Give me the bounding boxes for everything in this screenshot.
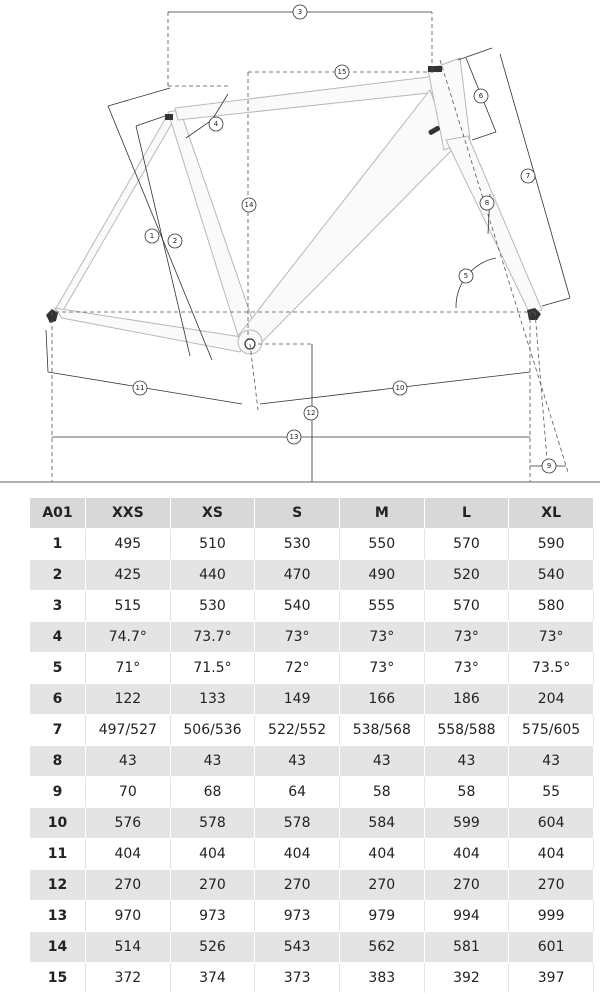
table-cell: 584 [339,808,424,839]
row-id: 10 [30,808,86,839]
table-row [30,932,594,963]
table-cell: 43 [424,746,509,777]
table-cell: 599 [424,808,509,839]
frame-drawing [0,0,600,488]
table-cell: 55 [509,777,594,808]
row-id: 3 [30,591,86,622]
svg-text:8: 8 [484,199,490,207]
table-cell: 404 [170,839,255,870]
svg-text:14: 14 [244,201,254,209]
callout-6 [474,89,488,103]
callout-8 [480,196,494,210]
table-cell: 590 [509,529,594,560]
table-cell: 570 [424,529,509,560]
row-id: 2 [30,560,86,591]
table-row [30,560,594,591]
table-row [30,591,594,622]
table-cell: 578 [255,808,340,839]
row-id: 4 [30,622,86,653]
table-cell: 530 [255,529,340,560]
table-cell: 979 [339,901,424,932]
table-cell: 58 [424,777,509,808]
table-cell: 570 [424,591,509,622]
table-cell: 133 [170,684,255,715]
callout-2 [168,234,182,248]
svg-text:12: 12 [306,409,316,417]
geometry-table [30,498,594,994]
svg-text:5: 5 [463,272,469,280]
table-cell: 73° [424,622,509,653]
table-cell: 372 [86,963,171,994]
table-cell: 580 [509,591,594,622]
table-row [30,808,594,839]
row-id: 6 [30,684,86,715]
frame-geometry-diagram [0,0,600,488]
table-cell: 204 [509,684,594,715]
row-id: 8 [30,746,86,777]
table-cell: 73° [339,622,424,653]
table-cell: 404 [339,839,424,870]
svg-text:2: 2 [172,237,178,245]
row-id: 7 [30,715,86,746]
row-id: 5 [30,653,86,684]
table-cell: 64 [255,777,340,808]
table-cell: 43 [509,746,594,777]
callout-3 [293,5,307,19]
svg-text:4: 4 [213,120,219,128]
callout-11 [133,381,147,395]
table-row [30,715,594,746]
svg-text:3: 3 [297,8,303,16]
table-row [30,963,594,994]
table-row [30,901,594,932]
table-cell: 520 [424,560,509,591]
table-cell: 515 [86,591,171,622]
table-cell: 510 [170,529,255,560]
bike-frame [55,58,542,354]
row-id: 15 [30,963,86,994]
table-cell: 73° [424,653,509,684]
table-cell: 71° [86,653,171,684]
table-cell: 73° [509,622,594,653]
callout-10 [393,381,407,395]
header-size-xl: XL [509,498,594,529]
table-cell: 601 [509,932,594,963]
svg-text:1: 1 [149,232,155,240]
table-cell: 973 [255,901,340,932]
table-cell: 74.7° [86,622,171,653]
svg-text:15: 15 [337,68,347,76]
table-cell: 470 [255,560,340,591]
table-cell: 506/536 [170,715,255,746]
table-cell: 994 [424,901,509,932]
table-cell: 270 [339,870,424,901]
down-tube [238,90,452,346]
table-cell: 270 [255,870,340,901]
table-cell: 538/568 [339,715,424,746]
table-cell: 540 [255,591,340,622]
table-row [30,870,594,901]
callout-9 [542,459,556,473]
chain-stay [55,308,248,352]
table-cell: 73.7° [170,622,255,653]
table-cell: 543 [255,932,340,963]
row-id: 11 [30,839,86,870]
table-cell: 522/552 [255,715,340,746]
table-cell: 575/605 [509,715,594,746]
table-cell: 270 [424,870,509,901]
table-row [30,684,594,715]
callout-14 [242,198,256,212]
table-cell: 581 [424,932,509,963]
table-row [30,653,594,684]
table-cell: 550 [339,529,424,560]
table-cell: 555 [339,591,424,622]
callout-13 [287,430,301,444]
table-cell: 440 [170,560,255,591]
table-cell: 43 [86,746,171,777]
table-cell: 43 [255,746,340,777]
table-cell: 270 [509,870,594,901]
table-cell: 578 [170,808,255,839]
table-cell: 58 [339,777,424,808]
table-cell: 404 [255,839,340,870]
svg-text:7: 7 [525,172,531,180]
table-cell: 514 [86,932,171,963]
table-cell: 558/588 [424,715,509,746]
table-cell: 404 [509,839,594,870]
table-cell: 973 [170,901,255,932]
table-row [30,839,594,870]
seat-tube [168,110,258,342]
table-cell: 530 [170,591,255,622]
table-row [30,777,594,808]
table-cell: 999 [509,901,594,932]
table-cell: 526 [170,932,255,963]
table-cell: 166 [339,684,424,715]
callout-15 [335,65,349,79]
table-cell: 70 [86,777,171,808]
callout-7 [521,169,535,183]
table-cell: 186 [424,684,509,715]
table-cell: 497/527 [86,715,171,746]
table-cell: 72° [255,653,340,684]
table-row [30,746,594,777]
table-row [30,529,594,560]
geometry-table-container [30,498,594,994]
header-size-l: L [424,498,509,529]
table-cell: 540 [509,560,594,591]
table-cell: 68 [170,777,255,808]
table-cell: 73° [339,653,424,684]
svg-text:10: 10 [395,384,405,392]
table-cell: 43 [339,746,424,777]
seat-clamp [165,114,173,120]
headset-cap [428,66,442,72]
header-size-xs: XS [170,498,255,529]
table-cell: 270 [170,870,255,901]
table-cell: 970 [86,901,171,932]
header-size-m: M [339,498,424,529]
callout-1 [145,229,159,243]
table-cell: 404 [424,839,509,870]
top-tube [175,76,438,120]
table-cell: 71.5° [170,653,255,684]
header-size-s: S [255,498,340,529]
svg-text:11: 11 [135,384,145,392]
table-cell: 604 [509,808,594,839]
fork [446,136,542,314]
table-cell: 270 [86,870,171,901]
table-cell: 397 [509,963,594,994]
callout-12 [304,406,318,420]
svg-text:13: 13 [289,433,299,441]
table-cell: 73° [255,622,340,653]
row-id: 1 [30,529,86,560]
header-model: A01 [30,498,86,529]
table-cell: 576 [86,808,171,839]
table-cell: 149 [255,684,340,715]
table-cell: 122 [86,684,171,715]
row-id: 9 [30,777,86,808]
table-cell: 43 [170,746,255,777]
svg-text:6: 6 [478,92,484,100]
svg-text:9: 9 [546,462,552,470]
table-cell: 73.5° [509,653,594,684]
table-row [30,622,594,653]
callout-4 [209,117,223,131]
table-cell: 404 [86,839,171,870]
table-cell: 374 [170,963,255,994]
row-id: 14 [30,932,86,963]
table-cell: 392 [424,963,509,994]
table-cell: 373 [255,963,340,994]
table-cell: 490 [339,560,424,591]
row-id: 13 [30,901,86,932]
header-size-xxs: XXS [86,498,171,529]
table-cell: 562 [339,932,424,963]
table-header-row [30,498,594,529]
callout-5 [459,269,473,283]
table-cell: 495 [86,529,171,560]
table-body [30,529,594,994]
table-cell: 425 [86,560,171,591]
row-id: 12 [30,870,86,901]
table-cell: 383 [339,963,424,994]
